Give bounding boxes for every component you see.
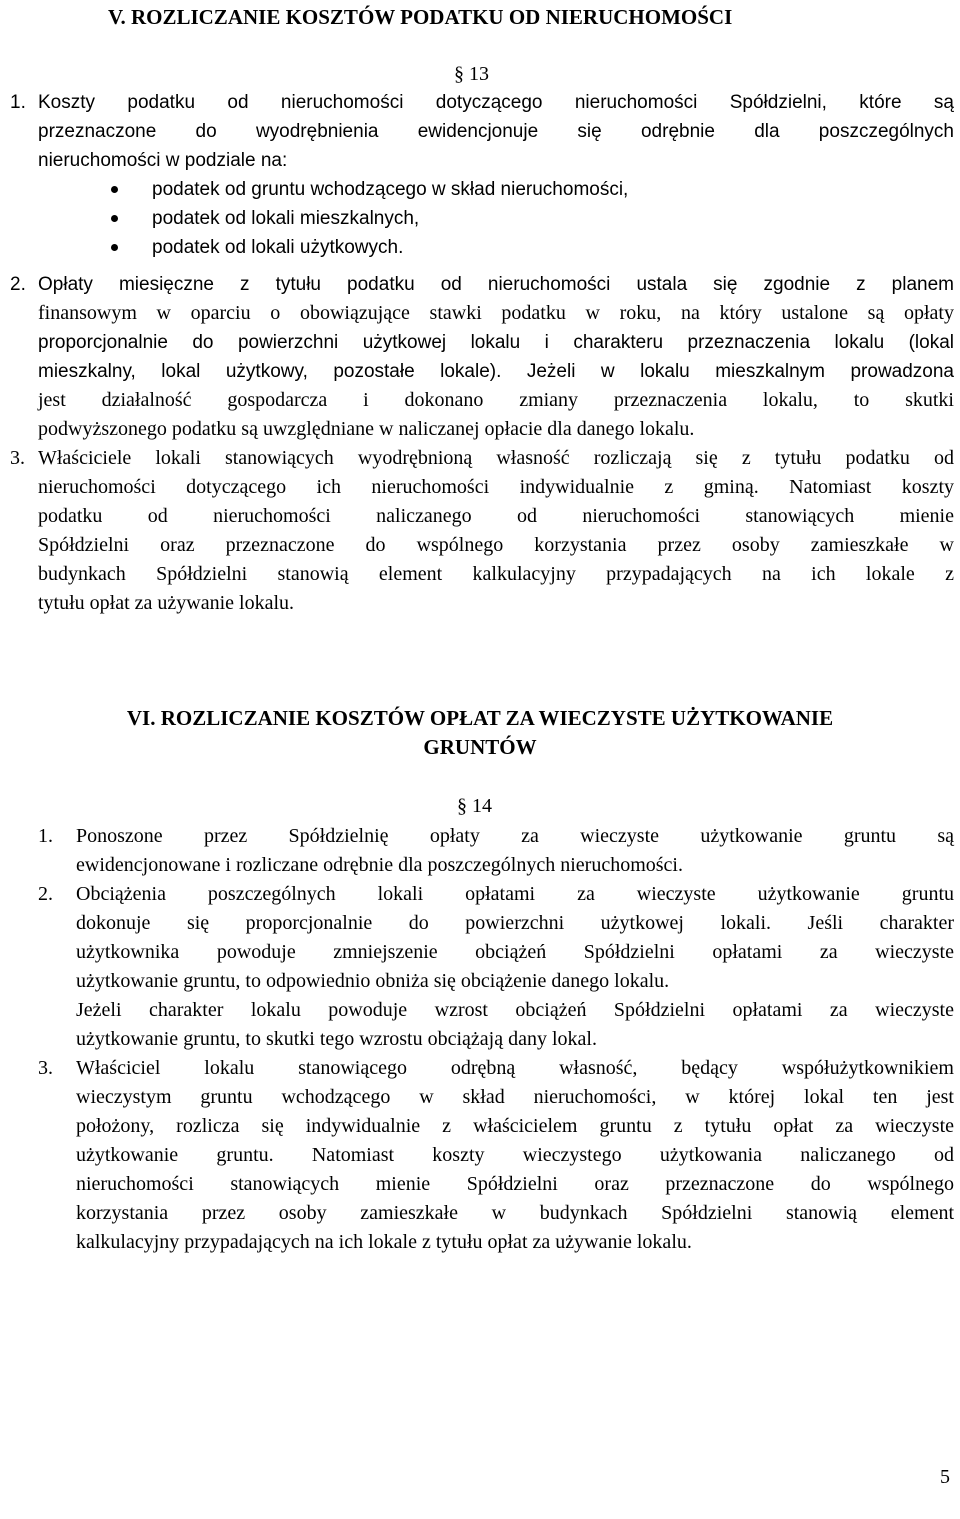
- bullet-item: podatek od lokali mieszkalnych,: [152, 208, 420, 229]
- p13-3-line: Właściciele lokali stanowiących wyodrębnioną własność rozliczają się z tytułu podatku od: [38, 447, 954, 469]
- bullet-dot: [111, 244, 118, 251]
- p14-2-line: Jeżeli charakter lokalu powoduje wzrost obciążeń Spółdzielni opłatami za wieczyste: [76, 999, 954, 1021]
- p14-1-line: Ponoszone przez Spółdzielnię opłaty za wieczyste użytkowanie gruntu są: [76, 825, 954, 847]
- page-number: 5: [940, 1466, 950, 1488]
- p13-2-number: 2.: [10, 274, 26, 295]
- bullet-item: podatek od gruntu wchodzącego w skład nieruchomości,: [152, 179, 629, 200]
- p14-1-number: 1.: [38, 825, 53, 847]
- p14-3-line: kalkulacyjny przypadających na ich lokale z tytułu opłat za używanie lokalu.: [76, 1231, 692, 1253]
- p14-2-line: dokonuje się proporcjonalnie do powierzchni użytkowej lokali. Jeśli charakter: [76, 912, 954, 934]
- p14-1-line: ewidencjonowane i rozliczane odrębnie dla poszczególnych nieruchomości.: [76, 854, 683, 876]
- p13-3-line: Spółdzielni oraz przeznaczone do wspólnego korzystania przez osoby zamieszkałe w: [38, 534, 954, 556]
- p14-2-line: Obciążenia poszczególnych lokali opłatami za wieczyste użytkowanie gruntu: [76, 883, 954, 905]
- p14-3-line: nieruchomości stanowiących mienie Spółdzielni oraz przeznaczone do wspólnego: [76, 1173, 954, 1195]
- p14-3-line: położony, rozlicza się indywidualnie z właścicielem gruntu z tytułu opłat za wieczyste: [76, 1115, 954, 1137]
- p13-2-line: Opłaty miesięczne z tytułu podatku od nieruchomości ustala się zgodnie z planem: [38, 274, 954, 295]
- section-6-heading: VI. ROZLICZANIE KOSZTÓW OPŁAT ZA WIECZYSTE UŻYTKOWANIE: [126, 706, 834, 730]
- p13-1-line: nieruchomości w podziale na:: [38, 150, 288, 171]
- p14-3-line: użytkowanie gruntu. Natomiast koszty wieczystego użytkowania naliczanego od: [76, 1144, 954, 1166]
- p13-2-line: proporcjonalnie do powierzchni użytkowej lokalu i charakteru przeznaczenia lokalu (lokal: [38, 332, 954, 353]
- p14-2-number: 2.: [38, 883, 53, 905]
- paragraph-13-mark: § 13: [454, 63, 489, 85]
- p13-2-line: finansowym w oparciu o obowiązujące stawki podatku w roku, na który ustalone są opłaty: [38, 302, 954, 324]
- p14-2-line: użytkowanie gruntu, to odpowiednio obniża się obciążenie danego lokalu.: [76, 970, 670, 992]
- p14-3-line: Właściciel lokalu stanowiącego odrębną własność, będący współużytkownikiem: [76, 1057, 954, 1079]
- p14-2-line: użytkownika powoduje zmniejszenie obciążeń Spółdzielni opłatami za wieczyste: [76, 941, 954, 963]
- p13-3-line: nieruchomości dotyczącego ich nieruchomości indywidualnie z gminą. Natomiast koszty: [38, 476, 954, 498]
- p13-2-line: mieszkalny, lokal użytkowy, pozostałe lokale). Jeżeli w lokalu mieszkalnym prowadzona: [38, 361, 954, 382]
- p13-1-line: Koszty podatku od nieruchomości dotyczącego nieruchomości Spółdzielni, które są: [38, 92, 954, 113]
- bullet-dot: [111, 215, 118, 222]
- p13-2-line: podwyższonego podatku są uwzględniane w naliczanej opłacie dla danego lokalu.: [38, 418, 695, 440]
- bullet-item: podatek od lokali użytkowych.: [152, 237, 404, 258]
- p14-3-line: korzystania przez osoby zamieszkałe w budynkach Spółdzielni stanowią element: [76, 1202, 954, 1224]
- p13-3-line: tytułu opłat za używanie lokalu.: [38, 592, 295, 614]
- p13-3-line: podatku od nieruchomości naliczanego od nieruchomości stanowiących mienie: [38, 505, 954, 527]
- p13-1-line: przeznaczone do wyodrębnienia ewidencjonuje się odrębnie dla poszczególnych: [38, 121, 954, 142]
- p13-3-line: budynkach Spółdzielni stanowią element kalkulacyjny przypadających na ich lokale z: [38, 563, 954, 585]
- section-6-heading-cont: GRUNTÓW: [423, 735, 537, 759]
- p14-2-line: użytkowanie gruntu, to skutki tego wzrostu obciążają dany lokal.: [76, 1028, 597, 1050]
- p13-2-line: jest działalność gospodarcza i dokonano zmiany przeznaczenia lokalu, to skutki: [38, 389, 954, 411]
- p13-1-number: 1.: [10, 92, 26, 113]
- section-5-heading: V. ROZLICZANIE KOSZTÓW PODATKU OD NIERUCHOMOŚCI: [108, 5, 733, 29]
- bullet-dot: [111, 186, 118, 193]
- p14-3-line: wieczystym gruntu wchodzącego w skład nieruchomości, w której lokal ten jest: [76, 1086, 954, 1108]
- p13-3-number: 3.: [10, 447, 25, 469]
- p14-3-number: 3.: [38, 1057, 53, 1079]
- paragraph-14-mark: § 14: [457, 795, 492, 817]
